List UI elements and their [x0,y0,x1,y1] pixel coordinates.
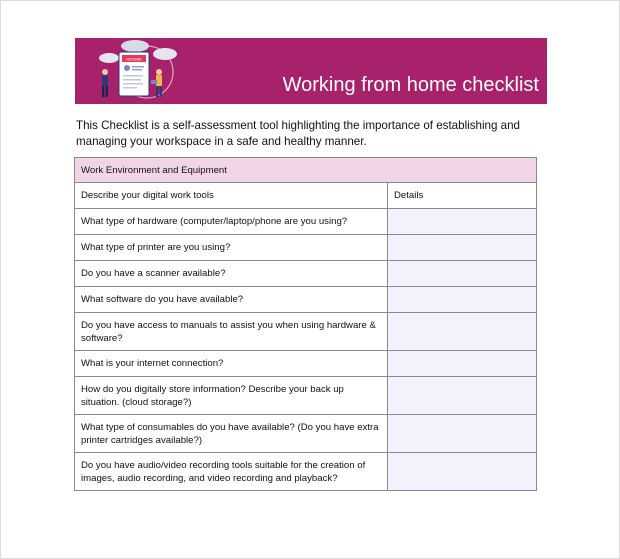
details-answer-cell[interactable] [388,377,537,415]
question-cell: Do you have access to manuals to assist you when using hardware & software? [75,313,388,351]
table-row [75,261,537,287]
details-answer-cell[interactable] [388,453,537,491]
details-answer-cell[interactable] [388,235,537,261]
table-row [75,377,537,415]
question-cell: Do you have audio/video recording tools suitable for the creation of images, audio recording, and video recording and playback? [75,453,388,491]
intro-paragraph: This Checklist is a self-assessment tool highlighting the importance of establishing and managing your workspace in a safe and healthy manner. [76,119,521,148]
section-title: Work Environment and Equipment [75,158,537,183]
table-row [75,209,537,235]
resume-illustration-icon [91,38,183,104]
question-cell: How do you digitally store information? Describe your back up situation. (cloud storage?) [75,377,388,415]
checklist-table [74,157,537,491]
table-row [75,415,537,453]
table-row [75,453,537,491]
question-cell: What type of consumables do you have available? (Do you have extra printer cartridges available?) [75,415,388,453]
section-header-row [75,158,537,183]
svg-text:RESUME: RESUME [126,57,142,62]
question-cell: What type of printer are you using? [75,235,388,261]
details-answer-cell[interactable] [388,415,537,453]
details-answer-cell[interactable] [388,351,537,377]
details-answer-cell[interactable] [388,209,537,235]
question-cell: What is your internet connection? [75,351,388,377]
column-header-question: Describe your digital work tools [75,183,388,209]
column-header-row [75,183,537,209]
header-banner [75,38,547,104]
table-row [75,235,537,261]
table-row [75,351,537,377]
page-title: Working from home checklist [282,74,539,96]
question-cell: What software do you have available? [75,287,388,313]
table-row [75,287,537,313]
column-header-details: Details [388,183,537,209]
question-cell: Do you have a scanner available? [75,261,388,287]
question-cell: What type of hardware (computer/laptop/phone are you using? [75,209,388,235]
details-answer-cell[interactable] [388,287,537,313]
details-answer-cell[interactable] [388,261,537,287]
details-answer-cell[interactable] [388,313,537,351]
table-row [75,313,537,351]
